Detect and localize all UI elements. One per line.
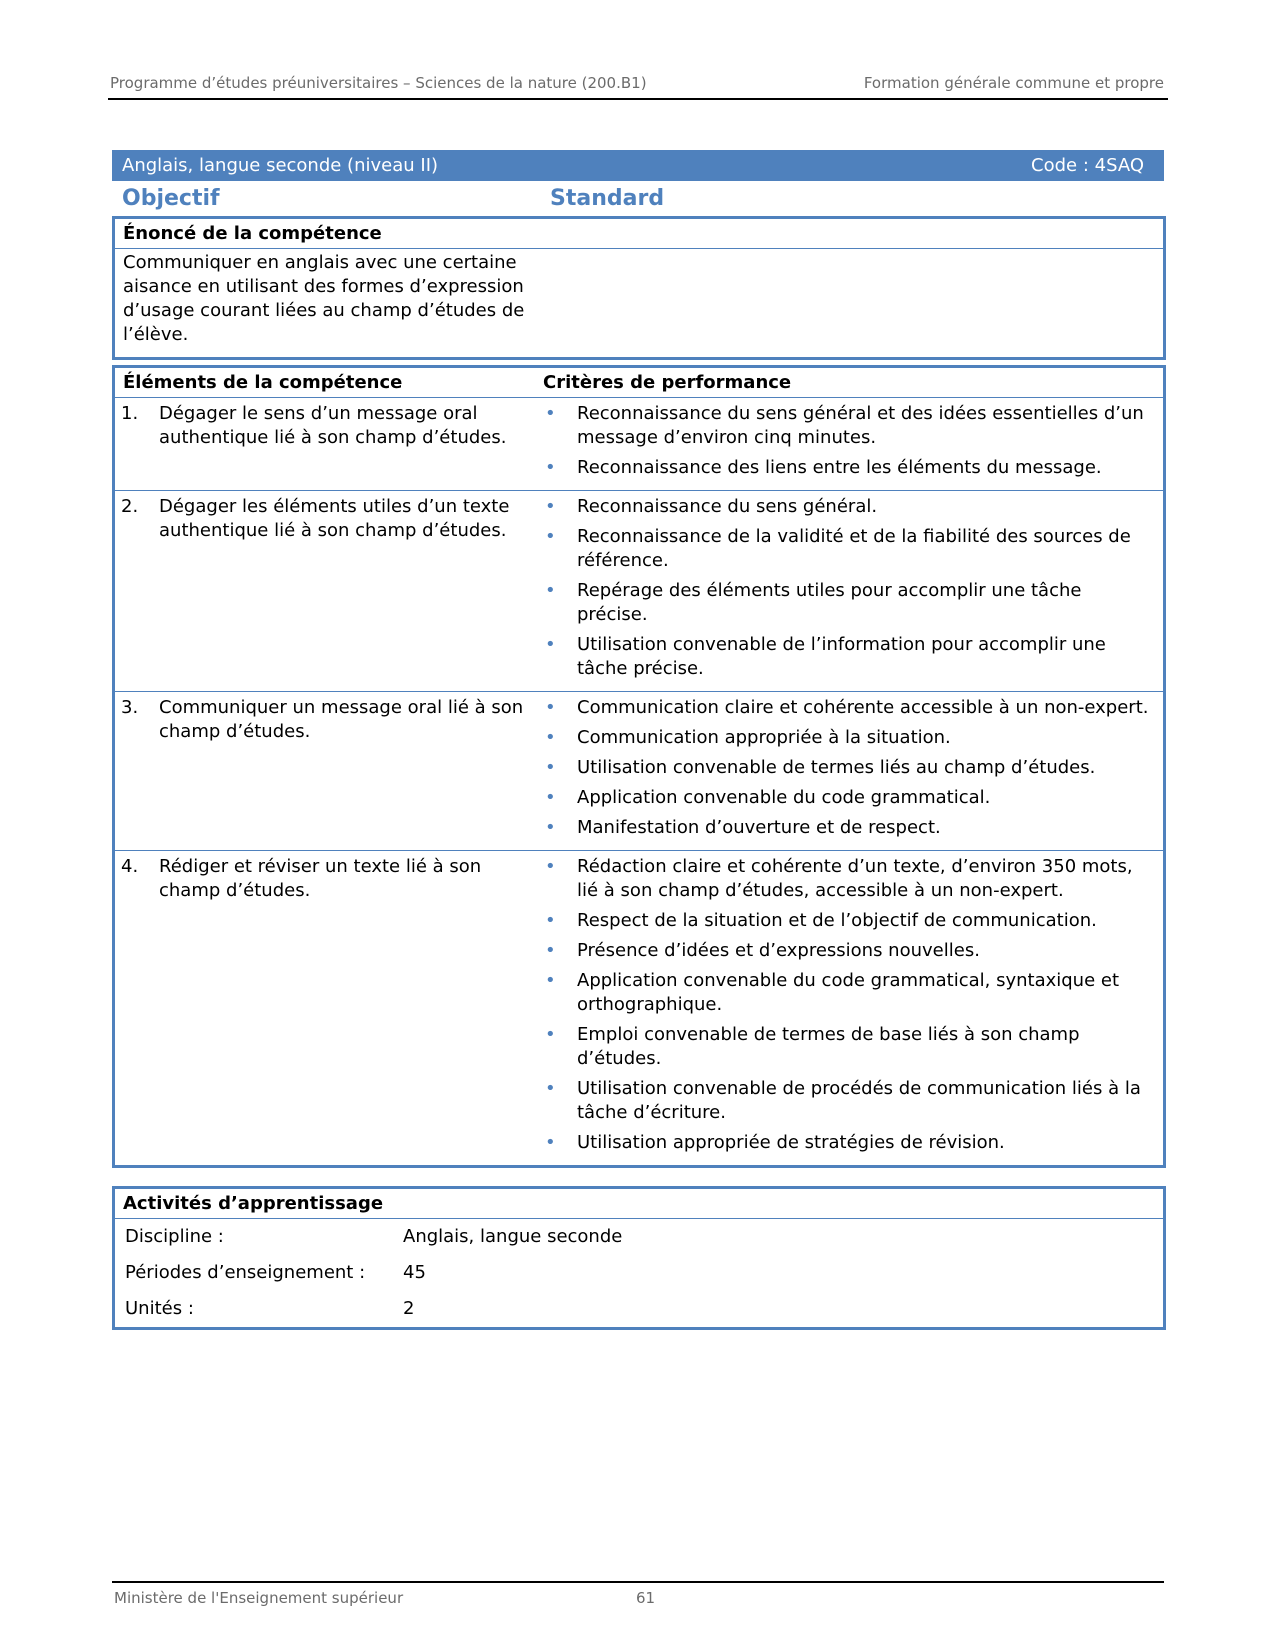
element-number: 3. [115, 692, 159, 851]
enonce-box [112, 216, 1166, 360]
criterion-item: • Utilisation convenable de termes liés au champ d’études. [541, 756, 1157, 780]
page-number: 61 [636, 1589, 656, 1607]
criterion-item: • Reconnaissance de la validité et de la fiabilité des sources de référence. [541, 525, 1157, 573]
criterion-item: • Utilisation appropriée de stratégies de révision. [541, 1131, 1157, 1155]
element-text: Dégager les éléments utiles d’un texte authentique lié à son champ d’études. [159, 491, 535, 692]
enonce-text: Communiquer en anglais avec une certaine aisance en utilisant des formes d’expression d’usage courant liées au champ d’études de l’élève. [123, 252, 525, 345]
activites-box [112, 1186, 1166, 1330]
criterion-item: • Rédaction claire et cohérente d’un texte, d’environ 350 mots, lié à son champ d’études, accessible à un non-expert. [541, 855, 1157, 903]
section-headings [112, 184, 1164, 216]
criteria-list [541, 495, 1157, 681]
criteria-cell [535, 692, 1163, 851]
activites-heading: Activités d’apprentissage [115, 1189, 1163, 1219]
header-section-title: Formation générale commune et propre [863, 74, 1164, 92]
criterion-item: • Emploi convenable de termes de base liés à son champ d’études. [541, 1023, 1157, 1071]
activites-row [115, 1219, 1163, 1255]
element-row [115, 491, 1163, 692]
header-program-title: Programme d’études préuniversitaires – Sciences de la nature (200.B1) [110, 74, 647, 92]
element-text: Rédiger et réviser un texte lié à son champ d’études. [159, 851, 535, 1166]
elements-heading: Éléments de la compétence [115, 368, 535, 398]
activites-label: Périodes d’enseignement : [125, 1262, 366, 1283]
criterion-item: • Repérage des éléments utiles pour accomplir une tâche précise. [541, 579, 1157, 627]
course-code: Code : 4SAQ [1031, 155, 1144, 176]
objectif-heading: Objectif [122, 186, 220, 211]
element-number: 4. [115, 851, 159, 1166]
criterion-item: • Présence d’idées et d’expressions nouvelles. [541, 939, 1157, 963]
element-row [115, 692, 1163, 851]
elements-box [112, 365, 1166, 1168]
criterion-item: • Manifestation d’ouverture et de respect. [541, 816, 1157, 840]
criterion-item: • Application convenable du code grammatical. [541, 786, 1157, 810]
elements-header-row [115, 368, 1163, 398]
standard-heading: Standard [550, 186, 665, 211]
activites-label: Unités : [125, 1298, 194, 1319]
criterion-item: • Reconnaissance du sens général. [541, 495, 1157, 519]
activites-value: 45 [403, 1262, 426, 1283]
activites-row [115, 1291, 1163, 1327]
activites-value: 2 [403, 1298, 415, 1319]
activites-row [115, 1255, 1163, 1291]
elements-body [115, 398, 1163, 1166]
element-number: 1. [121, 403, 139, 424]
course-name: Anglais, langue seconde (niveau II) [122, 155, 439, 176]
criterion-item: • Respect de la situation et de l’objectif de communication. [541, 909, 1157, 933]
element-text: Dégager le sens d’un message oral authentique lié à son champ d’études. [159, 403, 507, 448]
activites-label: Discipline : [125, 1226, 224, 1247]
criteria-cell [535, 398, 1163, 491]
criterion-item: • Application convenable du code grammatical, syntaxique et orthographique. [541, 969, 1157, 1017]
criterion-item: • Utilisation convenable de l’information pour accomplir une tâche précise. [541, 633, 1157, 681]
criterion-item: • Communication appropriée à la situation. [541, 726, 1157, 750]
criterion-item: • Reconnaissance des liens entre les éléments du message. [541, 456, 1157, 480]
enonce-heading: Énoncé de la compétence [115, 219, 1163, 249]
criteria-cell [535, 851, 1163, 1166]
activites-rows [115, 1219, 1163, 1327]
criteria-cell [535, 491, 1163, 692]
element-row [115, 398, 1163, 491]
criteria-heading: Critères de performance [535, 368, 1163, 398]
element-row [115, 851, 1163, 1166]
element-text: Communiquer un message oral lié à son champ d’études. [159, 692, 535, 851]
footer-ministry: Ministère de l'Enseignement supérieur [114, 1589, 404, 1607]
element-number: 2. [115, 491, 159, 692]
page-footer [112, 1581, 1164, 1613]
criterion-item: • Communication claire et cohérente accessible à un non-expert. [541, 696, 1157, 720]
criterion-item: • Utilisation convenable de procédés de communication liés à la tâche d’écriture. [541, 1077, 1157, 1125]
criteria-list [541, 402, 1157, 480]
page-header [108, 72, 1168, 100]
criteria-list [541, 696, 1157, 840]
activites-value: Anglais, langue seconde [403, 1226, 623, 1247]
course-title-bar [112, 150, 1164, 181]
criteria-list [541, 855, 1157, 1155]
criterion-item: • Reconnaissance du sens général et des idées essentielles d’un message d’environ cinq minutes. [541, 402, 1157, 450]
elements-table [115, 368, 1163, 1165]
